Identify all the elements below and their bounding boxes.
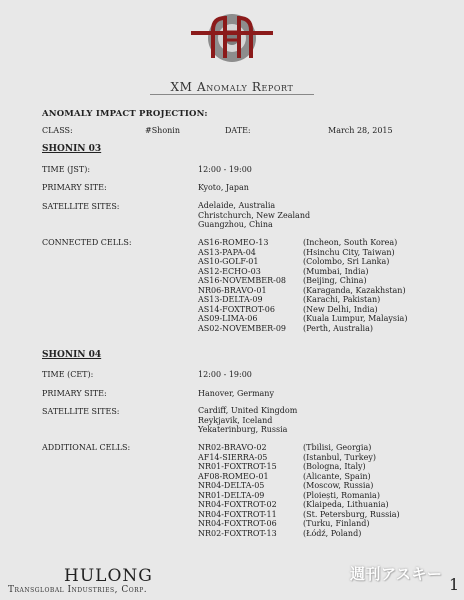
satellite-sites-list (198, 406, 297, 435)
cell-location: (Incheon, South Korea) (303, 238, 398, 247)
cell-code: NR04-FOXTROT-02 (198, 500, 277, 509)
cell-location: (St. Petersburg, Russia) (303, 509, 400, 519)
primary-site-label: PRIMARY SITE: (42, 183, 107, 192)
cell-code: AS16-NOVEMBER-08 (198, 276, 286, 285)
cell-location: (Perth, Australia) (303, 323, 374, 333)
projection-heading: ANOMALY IMPACT PROJECTION: (42, 109, 208, 119)
cell-location: (Turku, Finland) (303, 519, 370, 528)
cell-code: NR04-FOXTROT-06 (198, 519, 277, 528)
cell-code: AS13-PAPA-04 (198, 247, 256, 257)
time-value: 12:00 - 19:00 (198, 165, 252, 174)
cell-code: NR04-DELTA-05 (198, 481, 265, 490)
date-value: March 28, 2015 (328, 126, 393, 135)
company-name: HULONG (64, 566, 153, 586)
cell-code: AS13-DELTA-09 (198, 295, 263, 304)
date-label: DATE: (225, 126, 251, 135)
section-title: SHONIN 03 (42, 144, 102, 154)
satellite-site: Reykjavik, Iceland (198, 415, 273, 425)
report-title: XM Anomaly Report (170, 80, 294, 94)
cells-label: CONNECTED CELLS: (42, 238, 132, 247)
satellite-site: Adelaide, Australia (198, 201, 276, 210)
cell-location: (Ploiești, Romania) (303, 490, 380, 500)
cell-location: (Beijing, China) (303, 276, 367, 285)
cell-code: AS10-GOLF-01 (198, 257, 259, 266)
cell-code: AS09-LIMA-06 (198, 314, 258, 323)
cell-location: (Bologna, Italy) (303, 462, 366, 471)
cell-location: (Kuala Lumpur, Malaysia) (303, 314, 408, 323)
cell-code: NR02-BRAVO-02 (198, 443, 267, 452)
cells-label: ADDITIONAL CELLS: (42, 443, 131, 452)
cell-code: NR01-FOXTROT-15 (198, 462, 277, 471)
satellite-sites-list (198, 201, 310, 230)
cell-code: NR02-FOXTROT-13 (198, 528, 277, 538)
company-subtitle: Transglobal Industries, Corp. (8, 585, 148, 595)
title-divider (150, 94, 314, 95)
cell-location: (Karaganda, Kazakhstan) (303, 285, 406, 295)
time-label: TIME (JST): (42, 165, 91, 174)
cell-location: (Colombo, Sri Lanka) (303, 257, 390, 266)
class-value: #Shonin (145, 126, 181, 135)
cell-code: NR01-DELTA-09 (198, 490, 265, 500)
cell-code: NR04-FOXTROT-11 (198, 509, 277, 519)
primary-site-value: Hanover, Germany (198, 389, 274, 398)
primary-site-label: PRIMARY SITE: (42, 389, 107, 398)
satellite-sites-label: SATELLITE SITES: (42, 407, 120, 416)
cell-location: (Istanbul, Turkey) (303, 452, 376, 462)
satellite-site: Cardiff, United Kingdom (198, 406, 298, 415)
cell-location: (Moscow, Russia) (303, 481, 374, 490)
hulong-logo-icon (189, 8, 275, 70)
cell-code: AF08-ROMEO-01 (198, 471, 269, 481)
publisher-watermark: 週刊アスキー (350, 565, 443, 583)
time-value: 12:00 - 19:00 (198, 370, 252, 379)
cell-locations-list (303, 443, 400, 538)
cell-code: AS12-ECHO-03 (198, 266, 261, 276)
satellite-site: Christchurch, New Zealand (198, 210, 311, 220)
cell-location: (Tbilisi, Georgia) (303, 443, 372, 452)
cell-codes-list (198, 238, 286, 333)
cell-location: (Hsinchu City, Taiwan) (303, 247, 395, 257)
time-label: TIME (CET): (42, 370, 94, 379)
cell-location: (Alicante, Spain) (303, 471, 371, 481)
satellite-site: Guangzhou, China (198, 220, 273, 229)
cell-location: (Mumbai, India) (303, 266, 369, 276)
cell-location: (Karachi, Pakistan) (303, 295, 381, 304)
satellite-sites-label: SATELLITE SITES: (42, 202, 120, 211)
section-title: SHONIN 04 (42, 350, 102, 360)
cell-code: AS02-NOVEMBER-09 (198, 323, 286, 333)
satellite-site: Yekaterinburg, Russia (198, 425, 288, 434)
class-label: CLASS: (42, 126, 73, 135)
cell-locations-list (303, 238, 407, 333)
primary-site-value: Kyoto, Japan (198, 183, 249, 192)
cell-code: AF14-SIERRA-05 (198, 452, 268, 462)
cell-location: (New Delhi, India) (303, 304, 378, 314)
cell-location: (Łódź, Poland) (303, 528, 362, 538)
cell-codes-list (198, 443, 277, 538)
page-number: 1 (449, 575, 460, 594)
cell-code: AS16-ROMEO-13 (198, 238, 269, 247)
cell-code: NR06-BRAVO-01 (198, 285, 267, 295)
cell-location: (Klaipeda, Lithuania) (303, 500, 389, 509)
cell-code: AS14-FOXTROT-06 (198, 304, 275, 314)
